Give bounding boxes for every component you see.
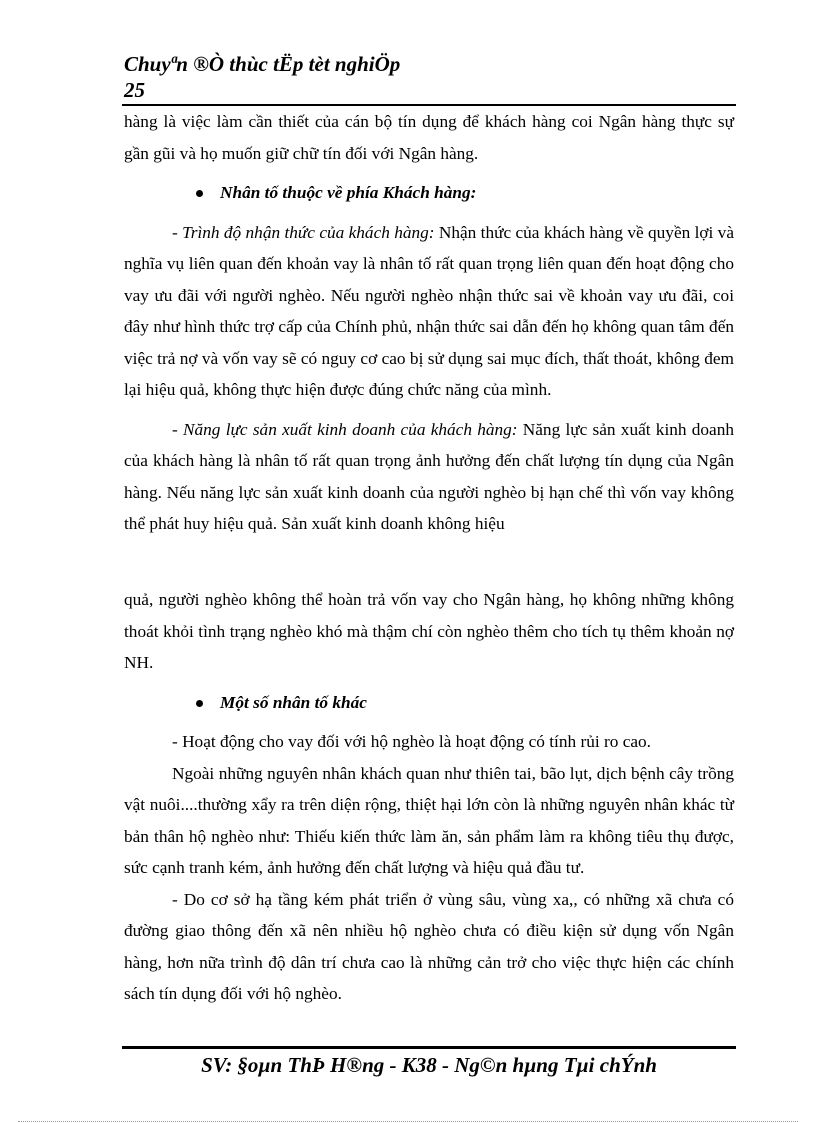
- bullet-icon: [196, 700, 203, 707]
- heading-text: Nhân tố thuộc về phía Khách hàng:: [220, 183, 477, 202]
- body-upper: [124, 106, 734, 540]
- section-heading-customer: [124, 177, 734, 209]
- paragraph-continuation: hàng là việc làm cần thiết của cán bộ tín dụng để khách hàng coi Ngân hàng thực sự gần gũi và họ muốn giữ chữ tín đối với Ngân hàng.: [124, 112, 734, 163]
- section-heading-other: [124, 687, 734, 719]
- bullet-icon: [196, 190, 203, 197]
- paragraph-awareness: [124, 217, 734, 406]
- page-header-title: Chuyªn ®Ò thùc tËp tèt nghiÖp: [124, 52, 401, 76]
- paragraph-capacity: [124, 414, 734, 540]
- page-border: [18, 1121, 798, 1122]
- paragraph-risk: - Hoạt động cho vay đối với hộ nghèo là hoạt động có tính rủi ro cao.: [172, 732, 651, 751]
- page-footer: SV: §oµn ThÞ H®ng - K38 - Ng©n hµng Tµi chÝnh: [201, 1053, 657, 1077]
- paragraph-causes: Ngoài những nguyên nhân khách quan như thiên tai, bão lụt, dịch bệnh cây trồng vật nuôi....thường xẩy ra trên diện rộng, thiệt hại lớn còn là những nguyên nhân khác từ bản thân hộ nghèo như: Thiếu kiến thức làm ăn, sản phẩm làm ra không tiêu thụ được, sức cạnh tranh kém, ảnh hưởng đến chất lượng và hiệu quả đầu tư.: [124, 763, 734, 877]
- paragraph-continuation-2: quả, người nghèo không thể hoàn trả vốn vay cho Ngân hàng, họ không những không thoát khỏi tình trạng nghèo khó mà thậm chí còn nghèo thêm cho tích tụ thêm khoản nợ NH.: [124, 590, 734, 672]
- term-awareness: - Trình độ nhận thức của khách hàng:: [172, 222, 435, 242]
- footer-rule: [122, 1046, 736, 1049]
- paragraph-infrastructure: - Do cơ sở hạ tầng kém phát triển ở vùng sâu, vùng xa,, có những xã chưa có đường giao thông đến xã nên nhiều hộ nghèo chưa có điều kiện sử dụng vốn Ngân hàng, hơn nữa trình độ dân trí chưa cao là những cản trở cho việc thực hiện các chính sách tín dụng đối với hộ nghèo.: [124, 889, 734, 1003]
- paragraph-text: Năng lực sản xuất kinh doanh của khách hàng là nhân tố rất quan trọng ảnh hưởng đến chất lượng tín dụng của Ngân hàng. Nếu năng lực sản xuất kinh doanh của người nghèo bị hạn chế thì vốn vay không thể phát huy hiệu quả. Sản xuất kinh doanh không hiệu: [124, 419, 734, 533]
- body-lower: [124, 584, 734, 1010]
- paragraph-text: Nhận thức của khách hàng về quyền lợi và nghĩa vụ liên quan đến khoản vay là nhân tố rất quan trọng liên quan đến hoạt động cho vay ưu đãi với người nghèo. Nếu người nghèo nhận thức sai về khoản vay ưu đãi, coi đây như hình thức trợ cấp của Chính phủ, nhận thức sai dẫn đến họ không quan tâm đến việc trả nợ và vốn vay sẽ có nguy cơ cao bị sử dụng sai mục đích, thất thoát, không đem lại hiệu quả, không thực hiện được đúng chức năng của mình.: [124, 222, 734, 399]
- page-number: 25: [124, 78, 145, 102]
- heading-text: Một số nhân tố khác: [220, 692, 367, 712]
- term-capacity: - Năng lực sản xuất kinh doanh của khách hàng:: [172, 419, 518, 439]
